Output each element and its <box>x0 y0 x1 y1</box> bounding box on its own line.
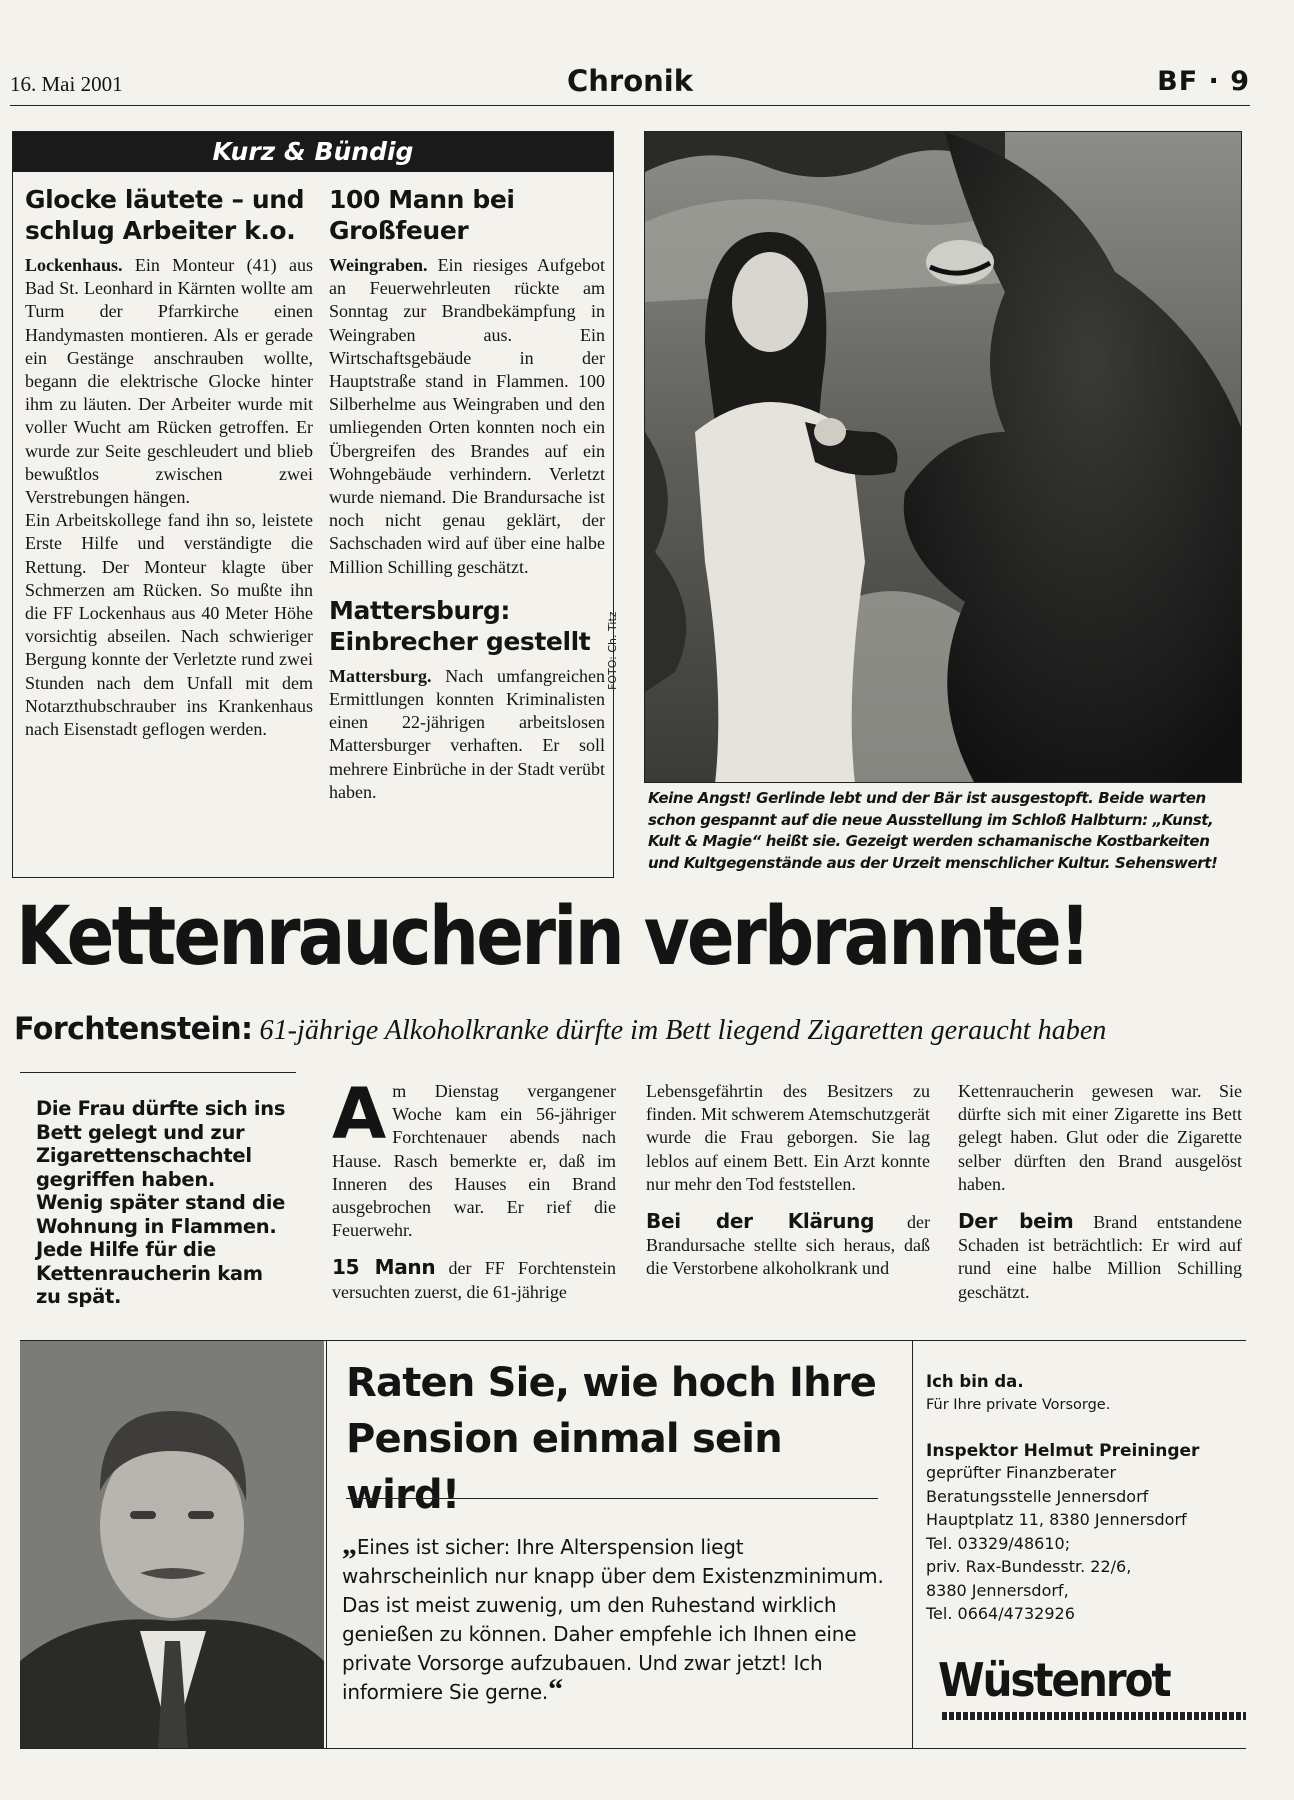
story-text: Ein Monteur (41) aus Bad St. Leonhard in Kärnten wollte am Turm der Pfarrkirche einen Handymasten montieren. Als er gerade ein Gestänge anschrauben wollte, begann die elektrische Glocke hinter ihm zu läuten. Der Arbeiter wurde mit voller Wucht am Rücken getroffen. Er wurde zur Seite geschleudert und blieb bewußtlos zwischen zwei Verstrebungen hängen. <box>25 255 313 508</box>
article-column-2 <box>646 1080 930 1281</box>
story-headline-mattersburg: Mattersburg: Einbrecher gestellt <box>329 595 591 656</box>
ad-tagline: Ich bin da. <box>926 1372 1024 1391</box>
story-headline-glocke: Glocke läutete – und schlug Arbeiter k.o. <box>25 185 305 245</box>
article-paragraph <box>958 1210 1242 1304</box>
quote-close-mark: “ <box>548 1673 563 1706</box>
story-text: Ein riesiges Aufgebot an Feuerwehrleuten rückte am Sonntag zur Brandbekämpfung in Weingraben aus. Ein Wirtschaftsgebäude in der Hauptstraße stand in Flammen. 100 Silberhelme aus Weingraben und den umliegenden Orten konnten noch ein Übergreifen des Brandes auf ein Wohngebäude verhindern. Verletzt wurde niemand. Die Brandursache ist noch nicht genau geklärt, der Sachschaden wird auf über eine halbe Million Schilling geschätzt. <box>329 255 605 577</box>
contact-line: Beratungsstelle Jennersdorf <box>926 1486 1149 1506</box>
page-number: BF · 9 <box>1157 66 1250 97</box>
paragraph-text: Brand entstandene Schaden ist beträchtlich: Er wird auf rund eine halbe Million Schilling geschätzt. <box>958 1212 1243 1302</box>
main-subheadline <box>14 1011 1106 1047</box>
contact-line: Tel. 03329/48610; <box>926 1533 1071 1553</box>
ad-tagline-sub: Für Ihre private Vorsorge. <box>926 1397 1111 1413</box>
subheadline-text: 61-jährige Alkoholkranke dürfte im Bett liegend Zigaretten geraucht haben <box>252 1014 1107 1046</box>
contact-line: Tel. 0664/4732926 <box>926 1604 1075 1623</box>
ad-quote <box>342 1528 894 1707</box>
contact-line: Hauptplatz 11, 8380 Jennersdorf <box>926 1510 1187 1529</box>
story-dateline: Mattersburg. <box>329 665 432 686</box>
article-paragraph: Kettenraucherin gewesen war. Sie dürfte sich mit einer Zigarette ins Bett gelegt haben. Glut oder die Zigarette selber dürften den Brand ausgelöst haben. <box>958 1081 1242 1194</box>
story-body-mattersburg <box>329 665 605 804</box>
run-in-head: Bei der Klärung <box>646 1209 875 1234</box>
page-header <box>10 58 1250 106</box>
ad-divider-right <box>912 1341 913 1748</box>
advisor-portrait <box>20 1341 324 1748</box>
kurz-buendig-box <box>12 131 614 878</box>
kurz-buendig-band: Kurz & Bündig <box>13 132 613 172</box>
kurz-column-2 <box>329 184 605 804</box>
quote-text: Eines ist sicher: Ihre Alterspension liegt wahrscheinlich nur knapp über dem Existenzminimum. Das ist meist zuwenig, um den Ruhestand wirklich genießen zu können. Daher empfehle ich Ihnen eine private Vorsorge aufzubauen. Und zwar jetzt! Ich informiere Sie gerne. <box>342 1535 884 1704</box>
subheadline-place: Forchtenstein: <box>14 1011 253 1047</box>
portrait-illustration <box>20 1341 324 1748</box>
article-paragraph: Lebensgefährtin des Besitzers zu finden. Mit schwerem Atemschutzgerät wurde die Frau geborgen. Sie lag leblos auf einem Bett. Ein Arzt konnte nur mehr den Tod feststellen. <box>646 1081 930 1194</box>
article-paragraph <box>332 1256 616 1303</box>
photo-illustration <box>645 132 1242 783</box>
photo-credit: FOTO: Ch. Titz <box>606 611 619 690</box>
paragraph-text: der FF Forchtenstein versuchten zuerst, die 61-jährige <box>332 1258 616 1302</box>
contact-line: geprüfter Finanzberater <box>926 1463 1117 1482</box>
lead-divider <box>20 1072 296 1073</box>
issue-date: 16. Mai 2001 <box>10 72 123 96</box>
quote-open-mark: „ <box>342 1528 357 1561</box>
run-in-head: Der beim <box>958 1209 1074 1234</box>
story-text: Nach umfangreichen Ermittlungen konnten Kriminalisten einen 22-jährigen arbeitslosen Mattersburger verhaften. Er soll mehrere Einbrüche in der Stadt verübt haben. <box>329 665 605 802</box>
story-body-glocke <box>25 254 313 741</box>
photo-woman-with-bear <box>644 131 1242 783</box>
section-title: Chronik <box>566 64 694 98</box>
ad-headline-rule <box>346 1498 878 1499</box>
story-dateline: Lockenhaus. <box>25 255 123 275</box>
paragraph-text: der Brandursache stellte sich heraus, daß die Verstorbene alkoholkrank und <box>646 1212 930 1279</box>
story-text-continued: Ein Arbeitskollege fand ihn so, leistete Erste Hilfe und verständigte die Rettung. Der Monteur klagte über Schmerzen am Rücken. So mußte ihn die FF Lockenhaus aus 40 Meter Höhe vorsichtig abseilen. Nach schwieriger Bergung konnte der Verletzte rund zwei Stunden nach dem Unfall mit dem Notarzthubschrauber ins Krankenhaus nach Eisenstadt geflogen werden. <box>25 510 313 740</box>
story-lead: Die Frau dürfte sich ins Bett gelegt und zur Zigarettenschachtel gegriffen haben. Wenig später stand die Wohnung in Flammen. Jede Hilfe für die Kettenraucherin kam zu spät. <box>36 1097 286 1308</box>
article-column-1 <box>332 1073 616 1304</box>
story-dateline: Weingraben. <box>329 255 428 275</box>
ad-contact-block <box>926 1372 1246 1626</box>
article-column-3 <box>958 1080 1242 1304</box>
run-in-head: 15 Mann <box>332 1255 436 1280</box>
article-paragraph <box>332 1073 616 1242</box>
drop-cap: A <box>332 1073 387 1155</box>
ad-divider-left <box>326 1341 327 1748</box>
main-headline: Kettenraucherin verbrannte! <box>16 890 1089 984</box>
contact-name: Inspektor Helmut Preininger <box>926 1441 1200 1461</box>
contact-line: priv. Rax-Bundesstr. 22/6, <box>926 1557 1132 1576</box>
article-paragraph <box>646 1210 930 1281</box>
paragraph-text: m Dienstag vergangener Woche kam ein 56-jähriger Forchtenauer abends nach Hause. Rasch bemerkte er, daß im Inneren des Hauses ein Brand ausgebrochen war. Er rief die Feuerwehr. <box>332 1081 616 1241</box>
ad-bottom-rule <box>20 1748 1246 1749</box>
kurz-column-1 <box>25 184 313 741</box>
contact-line: 8380 Jennersdorf, <box>926 1580 1069 1600</box>
photo-caption: Keine Angst! Gerlinde lebt und der Bär ist ausgestopft. Beide warten schon gespannt auf die neue Ausstellung im Schloß Halbturn: „Kunst, Kult & Magie“ heißt sie. Gezeigt werden schamanische Kostbarkeiten und Kultgegenstände aus der Urzeit menschlicher Kultur. Sehenswert! <box>648 789 1218 872</box>
brand-logo-bar <box>942 1712 1246 1720</box>
ad-headline: Raten Sie, wie hoch Ihre Pension einmal sein wird! <box>346 1360 877 1518</box>
story-body-grossfeuer <box>329 254 605 579</box>
story-headline-grossfeuer: 100 Mann bei Großfeuer <box>329 185 515 245</box>
brand-logo: Wüstenrot <box>938 1653 1170 1707</box>
